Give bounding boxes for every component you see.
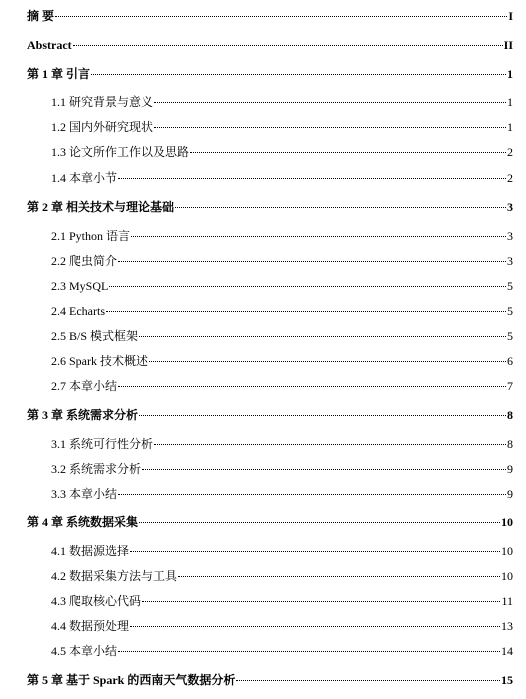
toc-leader-dots bbox=[175, 207, 506, 208]
toc-entry-title: 2.7 本章小结 bbox=[51, 379, 118, 393]
toc-entry-section-3-1[interactable] bbox=[27, 437, 513, 451]
toc-leader-dots bbox=[154, 102, 506, 103]
toc-entry-section-2-5[interactable] bbox=[27, 329, 513, 343]
toc-leader-dots bbox=[149, 361, 506, 362]
toc-entry-title: 第 2 章 相关技术与理论基础 bbox=[27, 200, 175, 214]
toc-page-number: 10 bbox=[501, 544, 513, 558]
toc-leader-dots bbox=[236, 680, 500, 681]
toc-entry-title: 4.1 数据源选择 bbox=[51, 544, 130, 558]
toc-entry-title: 第 4 章 系统数据采集 bbox=[27, 515, 139, 529]
toc-page-number: 5 bbox=[507, 329, 513, 343]
toc-page-number: 5 bbox=[507, 279, 513, 293]
toc-entry-title: Abstract bbox=[27, 38, 72, 52]
toc-entry-abstract-cn[interactable] bbox=[27, 9, 513, 23]
toc-page-number: 9 bbox=[507, 462, 513, 476]
toc-entry-title: 1.4 本章小节 bbox=[51, 171, 118, 185]
toc-leader-dots bbox=[109, 286, 506, 287]
toc-leader-dots bbox=[91, 74, 506, 75]
toc-entry-section-3-2[interactable] bbox=[27, 462, 513, 476]
toc-leader-dots bbox=[154, 444, 506, 445]
toc-leader-dots bbox=[118, 261, 506, 262]
toc-entry-title: 1.2 国内外研究现状 bbox=[51, 120, 154, 134]
toc-page-number: 1 bbox=[507, 67, 513, 81]
toc-entry-title: 3.1 系统可行性分析 bbox=[51, 437, 154, 451]
toc-entry-title: 4.4 数据预处理 bbox=[51, 619, 130, 633]
toc-entry-title: 4.3 爬取核心代码 bbox=[51, 594, 142, 608]
toc-leader-dots bbox=[118, 386, 506, 387]
toc-page-number: 15 bbox=[501, 673, 513, 687]
toc-leader-dots bbox=[118, 494, 506, 495]
toc-entry-title: 2.4 Echarts bbox=[51, 304, 105, 318]
toc-leader-dots bbox=[55, 16, 507, 17]
toc-entry-section-4-3[interactable] bbox=[27, 594, 513, 608]
toc-entry-title: 4.5 本章小结 bbox=[51, 644, 118, 658]
toc-leader-dots bbox=[142, 469, 506, 470]
toc-page-number: 9 bbox=[507, 487, 513, 501]
toc-page-number: 13 bbox=[501, 619, 513, 633]
toc-leader-dots bbox=[139, 336, 506, 337]
toc-leader-dots bbox=[139, 522, 500, 523]
toc-leader-dots bbox=[118, 178, 506, 179]
toc-entry-section-1-3[interactable] bbox=[27, 145, 513, 159]
toc-page-number: II bbox=[503, 38, 513, 52]
toc-entry-section-4-1[interactable] bbox=[27, 544, 513, 558]
toc-page-number: 1 bbox=[507, 120, 513, 134]
toc-entry-section-2-3[interactable] bbox=[27, 279, 513, 293]
toc-entry-chapter-5[interactable] bbox=[27, 673, 513, 687]
toc-page-number: 10 bbox=[501, 569, 513, 583]
toc-entry-section-4-2[interactable] bbox=[27, 569, 513, 583]
toc-page-number: 2 bbox=[507, 145, 513, 159]
toc-entry-chapter-3[interactable] bbox=[27, 408, 513, 422]
toc-page-number: 14 bbox=[501, 644, 513, 658]
toc-leader-dots bbox=[118, 651, 500, 652]
toc-page-number: 8 bbox=[507, 408, 513, 422]
toc-leader-dots bbox=[154, 127, 506, 128]
toc-entry-section-2-6[interactable] bbox=[27, 354, 513, 368]
toc-entry-section-4-5[interactable] bbox=[27, 644, 513, 658]
toc-leader-dots bbox=[130, 551, 500, 552]
toc-entry-chapter-1[interactable] bbox=[27, 67, 513, 81]
toc-entry-section-1-4[interactable] bbox=[27, 171, 513, 185]
toc-entry-title: 3.2 系统需求分析 bbox=[51, 462, 142, 476]
toc-leader-dots bbox=[190, 152, 506, 153]
toc-entry-title: 第 1 章 引言 bbox=[27, 67, 91, 81]
toc-entry-section-1-2[interactable] bbox=[27, 120, 513, 134]
toc-entry-title: 2.1 Python 语言 bbox=[51, 229, 131, 243]
toc-page-number: 8 bbox=[507, 437, 513, 451]
toc-leader-dots bbox=[131, 236, 506, 237]
toc-entry-title: 2.6 Spark 技术概述 bbox=[51, 354, 148, 368]
toc-entry-title: 1.1 研究背景与意义 bbox=[51, 95, 154, 109]
toc-entry-title: 2.5 B/S 模式框架 bbox=[51, 329, 139, 343]
toc-entry-title: 3.3 本章小结 bbox=[51, 487, 118, 501]
toc-leader-dots bbox=[73, 45, 503, 46]
toc-page-number: 10 bbox=[501, 515, 513, 529]
toc-entry-title: 第 5 章 基于 Spark 的西南天气数据分析 bbox=[27, 673, 236, 687]
toc-entry-section-2-4[interactable] bbox=[27, 304, 513, 318]
toc-page-number: I bbox=[508, 9, 513, 23]
toc-page-number: 6 bbox=[507, 354, 513, 368]
toc-entry-title: 第 3 章 系统需求分析 bbox=[27, 408, 139, 422]
toc-leader-dots bbox=[130, 626, 500, 627]
toc-entry-section-2-7[interactable] bbox=[27, 379, 513, 393]
toc-page-number: 1 bbox=[507, 95, 513, 109]
toc-leader-dots bbox=[139, 415, 506, 416]
toc-page-number: 5 bbox=[507, 304, 513, 318]
toc-entry-section-4-4[interactable] bbox=[27, 619, 513, 633]
toc-entry-section-2-2[interactable] bbox=[27, 254, 513, 268]
toc-page-number: 7 bbox=[507, 379, 513, 393]
toc-entry-title: 2.2 爬虫简介 bbox=[51, 254, 118, 268]
toc-leader-dots bbox=[106, 311, 506, 312]
toc-entry-title: 2.3 MySQL bbox=[51, 279, 109, 293]
toc-entry-title: 4.2 数据采集方法与工具 bbox=[51, 569, 178, 583]
toc-page-number: 3 bbox=[507, 229, 513, 243]
toc-entry-section-3-3[interactable] bbox=[27, 487, 513, 501]
toc-entry-section-1-1[interactable] bbox=[27, 95, 513, 109]
toc-leader-dots bbox=[178, 576, 500, 577]
toc-entry-chapter-2[interactable] bbox=[27, 200, 513, 214]
toc-entry-section-2-1[interactable] bbox=[27, 229, 513, 243]
toc-page-number: 3 bbox=[507, 200, 513, 214]
toc-entry-abstract-en[interactable] bbox=[27, 38, 513, 52]
toc-page-number: 3 bbox=[507, 254, 513, 268]
toc-entry-chapter-4[interactable] bbox=[27, 515, 513, 529]
toc-leader-dots bbox=[142, 601, 500, 602]
toc-page-number: 2 bbox=[507, 171, 513, 185]
toc-page-number: 11 bbox=[501, 594, 513, 608]
toc-entry-title: 摘 要 bbox=[27, 9, 55, 23]
toc-entry-title: 1.3 论文所作工作以及思路 bbox=[51, 145, 190, 159]
